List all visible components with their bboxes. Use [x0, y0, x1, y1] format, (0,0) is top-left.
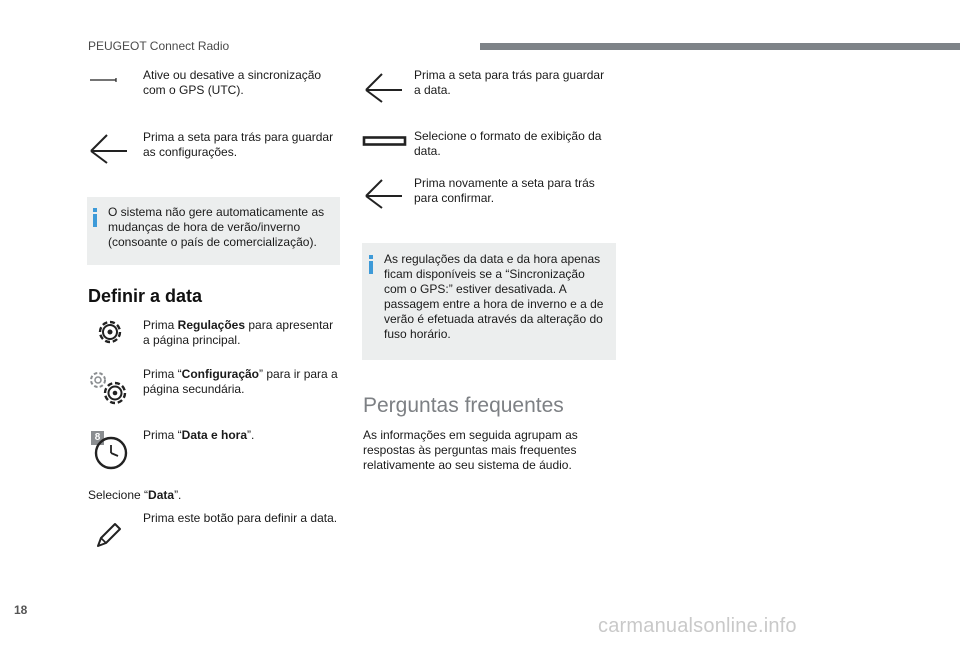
header-bar — [480, 43, 960, 50]
faq-text: As informações em seguida agrupam as respostas às perguntas mais frequentes relativamente ao seu sistema de áudio. — [363, 428, 578, 472]
select-data-text: Selecione “Data”. — [88, 488, 182, 502]
clock-icon — [94, 436, 128, 470]
step-edit-text: Prima este botão para definir a data. — [143, 511, 338, 525]
format-box-icon — [363, 136, 407, 148]
back-save-settings-text: Prima a seta para trás para guardar as configurações. — [143, 130, 334, 159]
section-title: Definir a data — [88, 286, 203, 306]
back-arrow-icon — [364, 72, 404, 104]
back-arrow-icon — [364, 178, 404, 210]
document-header: PEUGEOT Connect Radio — [88, 39, 230, 53]
gear-icon — [96, 318, 124, 346]
double-gear-icon — [89, 371, 129, 407]
watermark: carmanualsonline.info — [598, 615, 797, 637]
back-save-date-text: Prima a seta para trás para guardar a data. — [414, 68, 605, 97]
back-arrow-icon — [89, 133, 129, 165]
gps-sync-text: Ative ou desative a sincronização com o GPS (UTC). — [143, 68, 322, 97]
back-confirm-text: Prima novamente a seta para trás para confirmar. — [414, 176, 595, 205]
step-datetime-text: Prima “Data e hora”. — [143, 428, 255, 442]
page-number: 18 — [14, 603, 28, 617]
step-badge: 8 — [91, 431, 104, 445]
info-note — [87, 197, 340, 265]
toggle-line-icon — [90, 78, 120, 84]
info-note — [362, 243, 616, 360]
step-settings-text: Prima Regulações para apresentar a página principal. — [143, 318, 334, 347]
date-format-text: Selecione o formato de exibição da data. — [414, 129, 602, 158]
info-note-text: As regulações da data e da hora apenas ficam disponíveis se a “Sincronização com o GPS:” estiver desativada. A passagem entre a hora de inverno e a de verão é efetuada através da alteração do fuso horário. — [384, 252, 604, 341]
faq-title: Perguntas frequentes — [363, 394, 564, 417]
step-config-text: Prima “Configuração” para ir para a página secundária. — [143, 367, 338, 396]
pencil-icon — [94, 520, 124, 550]
info-note-text: O sistema não gere automaticamente as mudanças de hora de verão/inverno (consoante o país de comercialização). — [108, 205, 325, 249]
